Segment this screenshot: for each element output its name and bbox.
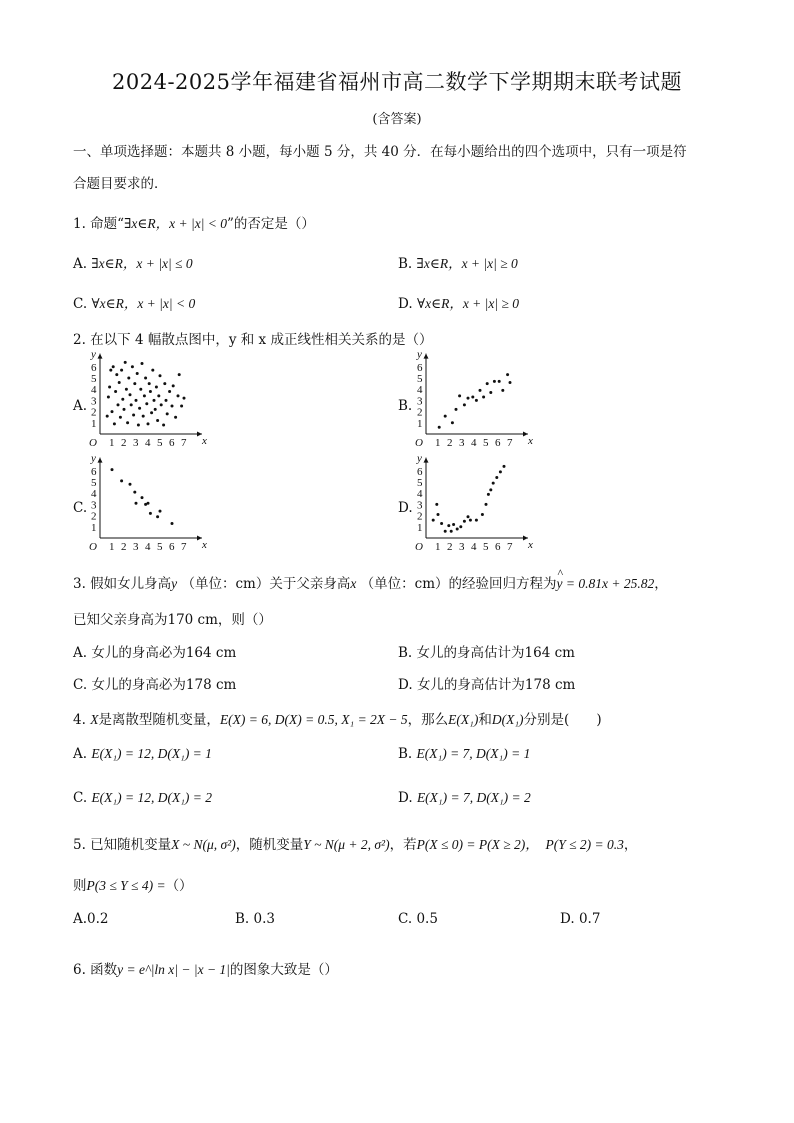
scatter-point: [147, 502, 150, 505]
option-label: C.: [398, 911, 413, 927]
q5-text: 则: [73, 878, 87, 894]
q5-text: ，随机变量: [235, 837, 304, 853]
option-text: 0.5: [416, 911, 438, 927]
scatter-point: [459, 525, 462, 528]
scatter-point: [126, 421, 129, 424]
y-tick-label: 5: [91, 373, 97, 385]
q3-regression-equation: ^ y = 0.81x + 25.82: [557, 576, 655, 592]
option-text: 女儿的身高必为178 cm: [91, 677, 237, 693]
y-tick-label: 3: [91, 395, 97, 408]
question-5-line1: [73, 833, 637, 853]
scatter-point: [444, 530, 447, 533]
scatter-point: [147, 422, 150, 425]
scatter-point: [117, 403, 120, 406]
x-tick-label: 7: [507, 541, 513, 553]
option-label: D.: [398, 296, 413, 312]
q4-condition: E(X) = 6, D(X) = 0.5, X₁ = 2X − 5: [219, 712, 408, 727]
scatter-point: [499, 470, 502, 473]
scatter-point: [150, 411, 153, 414]
scatter-point: [148, 382, 151, 385]
scatter-point: [485, 503, 488, 506]
scatter-point: [498, 380, 501, 383]
scatter-point: [479, 389, 482, 392]
question-3-line1: [73, 572, 668, 592]
scatter-point: [123, 408, 126, 411]
question-1-stem: [73, 212, 315, 232]
scatter-point: [141, 362, 144, 365]
x-tick-label: 2: [121, 437, 127, 449]
scatter-point: [467, 397, 470, 400]
scatter-point: [469, 519, 472, 522]
option-label: B.: [398, 746, 413, 762]
scatter-point: [456, 528, 459, 531]
option-text: E(X₁) = 7, D(X₁) = 1: [416, 746, 531, 761]
y-axis-label: y: [417, 350, 422, 361]
x-tick-label: 1: [109, 541, 115, 553]
scatter-point: [178, 373, 181, 376]
option-text: 0.3: [253, 911, 275, 927]
y-axis-label: y: [91, 350, 96, 361]
scatter-point: [489, 391, 492, 394]
q5-text: ，若: [389, 837, 417, 853]
scatter-point: [475, 519, 478, 522]
scatter-point: [133, 491, 136, 494]
q5-x-dist: X ~ N(μ, σ²): [171, 837, 236, 852]
x-tick-label: 4: [145, 541, 151, 553]
q6-text: 的图象大致是（）: [229, 962, 338, 978]
origin-label: O: [89, 437, 97, 449]
q4-option-b[interactable]: [398, 746, 530, 762]
scatter-point: [120, 479, 123, 482]
x-tick-label: 5: [483, 437, 489, 449]
q4-text: 和: [478, 712, 492, 728]
scatter-point: [121, 398, 124, 401]
scatter-point: [458, 394, 461, 397]
q5-expression: P(3 ≤ Y ≤ 4) =: [86, 878, 166, 893]
y-tick-label: 6: [417, 361, 423, 374]
q3-var-y: y: [171, 576, 178, 591]
scatter-point: [137, 424, 140, 427]
scatter-point: [451, 421, 454, 424]
scatter-point: [463, 403, 466, 406]
x-tick-label: 2: [447, 437, 453, 449]
scatter-point: [172, 384, 175, 387]
y-tick-label: 5: [417, 373, 423, 385]
q5-text: 5. 已知随机变量: [73, 837, 172, 853]
option-label: A.: [73, 746, 88, 762]
x-tick-label: 6: [169, 437, 175, 449]
scatter-point: [165, 399, 168, 402]
scatter-point: [163, 382, 166, 385]
q3-var-x: x: [350, 576, 357, 591]
scatter-plot-d: [412, 454, 542, 560]
y-tick-label: 3: [91, 499, 97, 512]
scatter-point: [455, 408, 458, 411]
y-tick-label: 4: [417, 384, 423, 397]
scatter-point: [171, 405, 174, 408]
scatter-point: [156, 419, 159, 422]
scatter-point: [471, 396, 474, 399]
scatter-point: [125, 388, 128, 391]
y-tick-label: 4: [417, 488, 423, 501]
q3-option-b[interactable]: [398, 641, 575, 661]
y-tick-label: 2: [91, 406, 97, 419]
x-tick-label: 1: [109, 437, 115, 449]
option-text: 0.2: [87, 911, 109, 927]
scatter-point: [155, 385, 158, 388]
scatter-point: [171, 522, 174, 525]
q3-option-c[interactable]: [73, 673, 236, 693]
y-tick-label: 5: [417, 477, 423, 489]
page-title: 2024-2025学年福建省福州市高二数学下学期期末联考试题: [112, 70, 682, 94]
scatter-point: [149, 512, 152, 515]
q1-option-c[interactable]: [73, 292, 195, 312]
q5-option-d[interactable]: [560, 911, 600, 927]
q1-option-d[interactable]: [398, 292, 519, 312]
q5-y-dist: Y ~ N(μ + 2, σ²): [303, 837, 390, 852]
q1-option-b[interactable]: [398, 252, 518, 272]
x-tick-label: 7: [181, 437, 187, 449]
scatter-point: [174, 416, 177, 419]
y-tick-label: 4: [91, 384, 97, 397]
scatter-point: [481, 513, 484, 516]
y-axis-label: y: [417, 454, 422, 465]
option-text: ∀x∈R，x + |x| < 0: [91, 296, 196, 311]
q1-prefix: 1. 命题“: [73, 216, 125, 232]
y-tick-label: 1: [417, 417, 423, 430]
x-tick-label: 4: [471, 541, 477, 553]
option-text: E(X₁) = 7, D(X₁) = 2: [416, 790, 531, 805]
x-tick-label: 5: [157, 437, 163, 449]
q4-dx1: D(X₁): [491, 712, 524, 727]
scatter-point: [107, 396, 110, 399]
scatter-point: [467, 515, 470, 518]
scatter-point: [131, 365, 134, 368]
option-label: D.: [398, 677, 413, 693]
option-text: ∀x∈R，x + |x| ≥ 0: [416, 296, 519, 311]
x-tick-label: 3: [133, 437, 139, 449]
q1-option-a[interactable]: [73, 252, 193, 272]
x-tick-label: 7: [181, 541, 187, 553]
q4-number: 4.: [73, 712, 86, 728]
y-tick-label: 1: [91, 521, 97, 534]
scatter-point: [444, 415, 447, 418]
option-text: E(X₁) = 12, D(X₁) = 2: [91, 790, 213, 805]
option-text: 女儿的身高估计为164 cm: [416, 645, 575, 661]
scatter-plot-b: [412, 350, 542, 456]
y-tick-label: 1: [417, 521, 423, 534]
scatter-point: [435, 503, 438, 506]
scatter-plot-c: [86, 454, 216, 560]
x-axis-label: x: [528, 539, 533, 551]
scatter-point: [113, 422, 116, 425]
option-text: ∃x∈R，x + |x| ≤ 0: [91, 256, 193, 271]
scatter-point: [493, 380, 496, 383]
option-label: C.: [73, 790, 88, 806]
x-tick-label: 3: [459, 437, 465, 449]
option-label: A.: [73, 256, 88, 272]
x-tick-label: 2: [447, 541, 453, 553]
question-6-stem: [73, 958, 338, 978]
q3-unit: （单位：cm）: [181, 576, 270, 592]
scatter-point: [132, 413, 135, 416]
scatter-point: [168, 390, 171, 393]
option-label: A.: [73, 911, 88, 927]
x-tick-label: 7: [507, 437, 513, 449]
scatter-point: [129, 483, 132, 486]
y-tick-label: 2: [417, 406, 423, 419]
y-tick-label: 2: [91, 510, 97, 523]
q4-text: 是离散型随机变量，: [98, 712, 220, 728]
scatter-point: [160, 403, 163, 406]
y-tick-label: 3: [417, 499, 423, 512]
scatter-point: [183, 397, 186, 400]
scatter-point: [486, 382, 489, 385]
scatter-point: [159, 510, 162, 513]
origin-label: O: [415, 541, 423, 553]
y-tick-label: 5: [91, 477, 97, 489]
scatter-point: [139, 388, 142, 391]
scatter-point: [438, 426, 441, 429]
scatter-point: [452, 523, 455, 526]
scatter-point: [492, 482, 495, 485]
y-tick-label: 6: [91, 361, 97, 374]
scatter-point: [475, 399, 478, 402]
scatter-point: [166, 412, 169, 415]
scatter-point: [157, 394, 160, 397]
scatter-point: [440, 522, 443, 525]
scatter-point: [130, 403, 133, 406]
y-axis-arrow: [424, 458, 429, 463]
option-label: C.: [73, 677, 88, 693]
scatter-point: [437, 513, 440, 516]
x-axis-label: x: [528, 435, 533, 447]
scatter-plot-a: [86, 350, 216, 456]
scatter-point: [482, 396, 485, 399]
scatter-point: [118, 381, 121, 384]
y-tick-label: 6: [91, 465, 97, 478]
section-instructions-line2: 合题目要求的．: [73, 176, 168, 192]
y-axis-arrow: [98, 458, 103, 463]
scatter-point: [162, 424, 165, 427]
scatter-point: [109, 369, 112, 372]
y-tick-label: 3: [417, 395, 423, 408]
x-axis-label: x: [202, 539, 207, 551]
scatter-point: [503, 465, 506, 468]
x-tick-label: 5: [157, 541, 163, 553]
scatter-point: [501, 389, 504, 392]
q3-option-a[interactable]: [73, 641, 236, 661]
q2-label-c[interactable]: C.: [73, 500, 88, 516]
question-4-stem: [73, 708, 602, 728]
question-3-line2: 已知父亲身高为170 cm，则（）: [73, 612, 272, 628]
scatter-point: [108, 385, 111, 388]
scatter-point: [136, 372, 139, 375]
scatter-point: [180, 405, 183, 408]
scatter-point: [143, 394, 146, 397]
q4-option-d[interactable]: [398, 790, 531, 806]
option-label: B.: [398, 645, 413, 661]
q6-function: y = e^|ln x| − |x − 1|: [117, 962, 230, 977]
option-label: C.: [73, 296, 88, 312]
question-2-stem: 2. 在以下 4 幅散点图中，y 和 x 成正线性相关关系的是（）: [73, 332, 433, 348]
x-tick-label: 4: [471, 437, 477, 449]
q2-label-a[interactable]: A.: [73, 398, 88, 414]
scatter-point: [133, 382, 136, 385]
scatter-point: [432, 519, 435, 522]
scatter-point: [489, 488, 492, 491]
q5-text: ，: [623, 837, 638, 853]
scatter-point: [127, 377, 130, 380]
q2-label-b[interactable]: B.: [398, 398, 413, 414]
scatter-point: [154, 408, 157, 411]
q6-text: 6. 函数: [73, 962, 118, 978]
x-tick-label: 3: [459, 541, 465, 553]
scatter-point: [450, 530, 453, 533]
scatter-point: [111, 410, 114, 413]
option-label: A.: [73, 645, 88, 661]
y-tick-label: 6: [417, 465, 423, 478]
q4-option-c[interactable]: [73, 790, 212, 806]
y-tick-label: 4: [91, 488, 97, 501]
q3-text: 3. 假如女儿身高: [73, 576, 172, 592]
scatter-point: [151, 369, 154, 372]
q4-text: ，那么: [407, 712, 449, 728]
scatter-point: [463, 520, 466, 523]
scatter-point: [506, 373, 509, 376]
page-subtitle: (含答案): [372, 112, 422, 127]
x-tick-label: 6: [495, 437, 501, 449]
option-label: D.: [560, 911, 575, 927]
q5-condition: P(X ≤ 0) = P(X ≥ 2)， P(Y ≤ 2) = 0.3: [416, 837, 624, 852]
scatter-point: [142, 415, 145, 418]
y-tick-label: 1: [91, 417, 97, 430]
y-tick-label: 2: [417, 510, 423, 523]
x-axis-label: x: [202, 435, 207, 447]
scatter-point: [141, 496, 144, 499]
q4-ex1: E(X₁): [448, 712, 479, 727]
scatter-point: [509, 381, 512, 384]
q3-text: ，: [654, 576, 668, 592]
x-tick-label: 1: [435, 437, 441, 449]
scatter-point: [495, 476, 498, 479]
scatter-point: [135, 399, 138, 402]
scatter-point: [106, 415, 109, 418]
option-label: B.: [235, 911, 250, 927]
q5-text: （）: [165, 878, 193, 894]
scatter-point: [135, 502, 138, 505]
q1-proposition: ∃x∈R，x + |x| < 0: [124, 216, 228, 231]
scatter-point: [153, 399, 156, 402]
q3-option-d[interactable]: [398, 673, 575, 693]
option-text: 女儿的身高必为164 cm: [91, 645, 237, 661]
y-axis-arrow: [98, 354, 103, 359]
scatter-point: [149, 390, 152, 393]
x-tick-label: 1: [435, 541, 441, 553]
scatter-point: [447, 524, 450, 527]
x-tick-label: 6: [495, 541, 501, 553]
scatter-point: [111, 468, 114, 471]
q3-unit: （单位：cm）: [360, 576, 449, 592]
scatter-point: [124, 361, 127, 364]
scatter-point: [487, 493, 490, 496]
scatter-point: [115, 373, 118, 376]
option-label: D.: [398, 790, 413, 806]
q1-suffix: ”的否定是（）: [227, 216, 315, 232]
y-axis-arrow: [424, 354, 429, 359]
q2-label-d[interactable]: D.: [398, 500, 413, 516]
scatter-point: [138, 407, 141, 410]
q5-option-c[interactable]: [398, 911, 438, 927]
scatter-point: [129, 393, 132, 396]
scatter-point: [144, 377, 147, 380]
q4-var: X: [90, 712, 99, 727]
q3-text: 关于父亲身高: [269, 576, 351, 592]
section-instructions-line1: 一、单项选择题：本题共 8 小题，每小题 5 分，共 40 分．在每小题给出的四个选项中，只有一项是符: [73, 144, 687, 160]
scatter-point: [120, 369, 123, 372]
x-tick-label: 4: [145, 437, 151, 449]
scatter-point: [145, 402, 148, 405]
origin-label: O: [415, 437, 423, 449]
option-text: E(X₁) = 12, D(X₁) = 1: [91, 746, 212, 761]
scatter-point: [119, 416, 122, 419]
question-5-line2: [73, 874, 193, 894]
q5-option-a[interactable]: [73, 911, 109, 927]
q5-option-b[interactable]: [235, 911, 275, 927]
x-tick-label: 2: [121, 541, 127, 553]
scatter-point: [114, 390, 117, 393]
x-tick-label: 5: [483, 541, 489, 553]
option-label: B.: [398, 256, 413, 272]
q4-option-a[interactable]: [73, 746, 212, 762]
option-text: 0.7: [578, 911, 601, 927]
q3-text: 的经验回归方程为: [448, 576, 557, 592]
option-text: ∃x∈R，x + |x| ≥ 0: [416, 256, 518, 271]
x-tick-label: 6: [169, 541, 175, 553]
option-text: 女儿的身高估计为178 cm: [416, 677, 576, 693]
scatter-point: [156, 515, 159, 518]
origin-label: O: [89, 541, 97, 553]
scatter-point: [159, 374, 162, 377]
scatter-point: [112, 365, 115, 368]
scatter-point: [177, 394, 180, 397]
x-tick-label: 3: [133, 541, 139, 553]
q4-text: 分别是( ): [523, 712, 602, 728]
y-axis-label: y: [91, 454, 96, 465]
